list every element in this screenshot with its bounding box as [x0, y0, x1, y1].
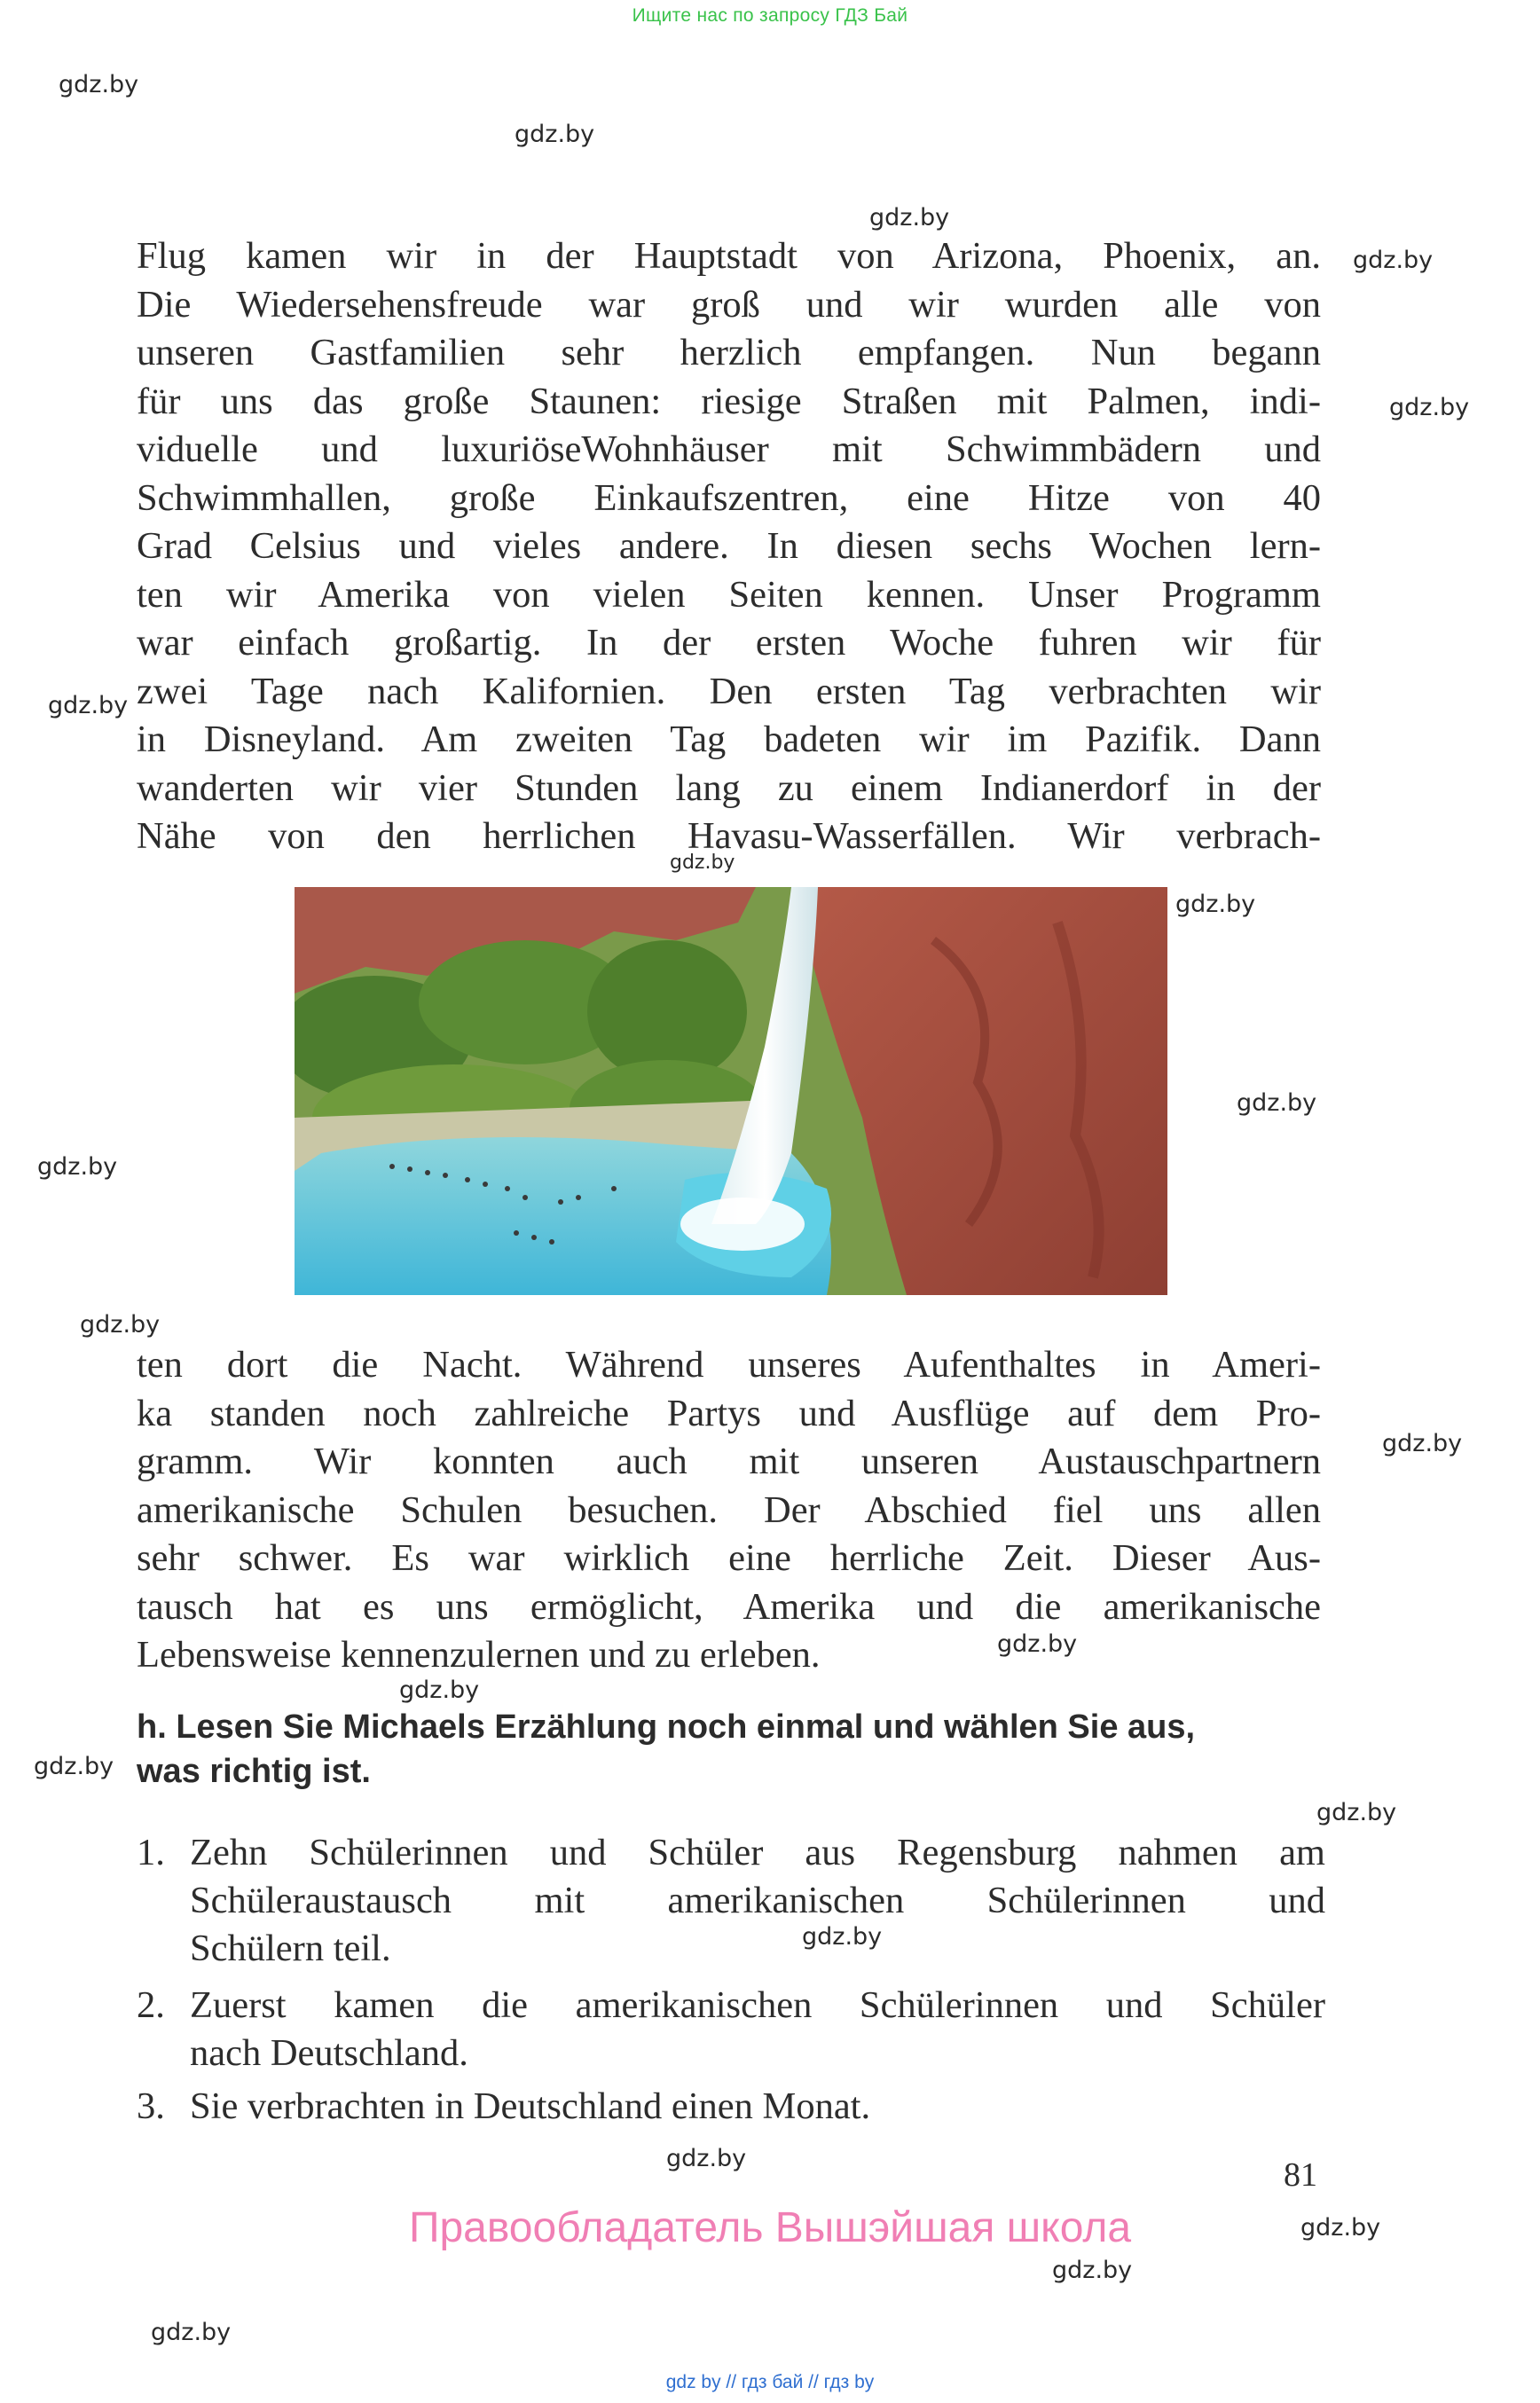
text-line: unseren Gastfamilien sehr herzlich empfangen. Nun begann — [137, 332, 1321, 373]
statement-number: 2. — [137, 1984, 165, 2026]
watermark: gdz.by — [802, 1923, 883, 1951]
text-line: amerikanische Schulen besuchen. Der Abschied fiel uns allen — [137, 1488, 1321, 1531]
text-line: zwei Tage nach Kalifornien. Den ersten Tag verbrachten wir — [137, 670, 1321, 712]
text-line: ten dort die Nacht. Während unseres Aufenthaltes in Ameri- — [137, 1344, 1321, 1386]
statement-line: Zehn Schülerinnen und Schüler aus Regensburg nahmen am — [190, 1832, 1325, 1873]
watermark: gdz.by — [666, 2145, 747, 2172]
text-line: war einfach großartig. In der ersten Woche fuhren wir für — [137, 622, 1321, 664]
statement-line: Sie verbrachten in Deutschland einen Monat. — [190, 2085, 871, 2127]
page-number: 81 — [1284, 2156, 1317, 2194]
statement-line: Zuerst kamen die amerikanischen Schülerinnen und Schüler — [190, 1984, 1325, 2026]
top-banner: Ищите нас по запросу ГДЗ Бай — [632, 5, 908, 26]
text-line: Lebensweise kennenzulernen und zu erleben. — [137, 1634, 821, 1676]
statement-line: nach Deutschland. — [190, 2032, 468, 2074]
statement-line: Schülern teil. — [190, 1928, 391, 1969]
text-line: Flug kamen wir in der Hauptstadt von Arizona, Phoenix, an. — [137, 235, 1321, 277]
watermark: gdz.by — [670, 852, 735, 874]
watermark: gdz.by — [515, 121, 595, 148]
text-line: für uns das große Staunen: riesige Straßen mit Palmen, indi- — [137, 380, 1321, 422]
text-line: in Disneyland. Am zweiten Tag badeten wir im Pazifik. Dann — [137, 719, 1321, 760]
watermark: gdz.by — [80, 1311, 161, 1339]
watermark: gdz.by — [399, 1677, 480, 1704]
statement-line: Schüleraustausch mit amerikanischen Schülerinnen und — [190, 1880, 1325, 1921]
task-heading-line: h. Lesen Sie Michaels Erzählung noch einmal und wählen Sie aus, — [137, 1708, 1196, 1746]
task-heading — [137, 1705, 1325, 1794]
watermark: gdz.by — [37, 1153, 118, 1181]
text-line: Nähe von den herrlichen Havasu-Wasserfällen. Wir verbrach- — [137, 815, 1321, 857]
watermark: gdz.by — [1382, 1430, 1463, 1457]
watermark: gdz.by — [48, 692, 129, 719]
story-paragraph-top — [137, 232, 1321, 861]
watermark: gdz.by — [1175, 891, 1256, 918]
watermark: gdz.by — [869, 204, 950, 232]
watermark: gdz.by — [1300, 2214, 1381, 2242]
text-line: ten wir Amerika von vielen Seiten kennen. Unser Programm — [137, 573, 1321, 616]
text-line: Schwimmhallen, große Einkaufszentren, eine Hitze von 40 — [137, 476, 1321, 519]
text-line: Grad Celsius und vieles andere. In diesen sechs Wochen lern- — [137, 525, 1321, 567]
story-paragraph-bottom — [137, 1341, 1321, 1680]
text-line: ka standen noch zahlreiche Partys und Ausflüge auf dem Pro- — [137, 1392, 1321, 1434]
text-line: sehr schwer. Es war wirklich eine herrliche Zeit. Dieser Aus- — [137, 1537, 1321, 1579]
watermark: gdz.by — [34, 1753, 114, 1780]
task-heading-line: was richtig ist. — [137, 1753, 371, 1790]
copyright-notice: Правообладатель Вышэйшая школа — [408, 2204, 1132, 2251]
text-line: viduelle und luxuriöseWohnhäuser mit Schwimmbädern und — [137, 428, 1321, 470]
havasu-waterfall-photo — [295, 887, 1167, 1295]
watermark: gdz.by — [1237, 1089, 1317, 1117]
text-line: gramm. Wir konnten auch mit unseren Austauschpartnern — [137, 1441, 1321, 1482]
watermark: gdz.by — [1316, 1799, 1397, 1826]
watermark: gdz.by — [151, 2319, 232, 2346]
statement-number: 3. — [137, 2085, 165, 2127]
text-line: Die Wiedersehensfreude war groß und wir wurden alle von — [137, 283, 1321, 326]
watermark: gdz.by — [1389, 394, 1470, 421]
watermark: gdz.by — [1052, 2257, 1133, 2284]
watermark: gdz.by — [1353, 247, 1434, 274]
watermark: gdz.by — [59, 71, 139, 98]
text-line: wanderten wir vier Stunden lang zu einem Indianerdorf in der — [137, 766, 1321, 809]
text-line: tausch hat es uns ermöglicht, Amerika und die amerikanische — [137, 1585, 1321, 1628]
statement-number: 1. — [137, 1832, 165, 1873]
statement-list — [137, 1829, 1325, 2131]
footer-links[interactable]: gdz by // гдз бай // гдз by — [665, 2372, 875, 2392]
watermark: gdz.by — [997, 1630, 1078, 1658]
